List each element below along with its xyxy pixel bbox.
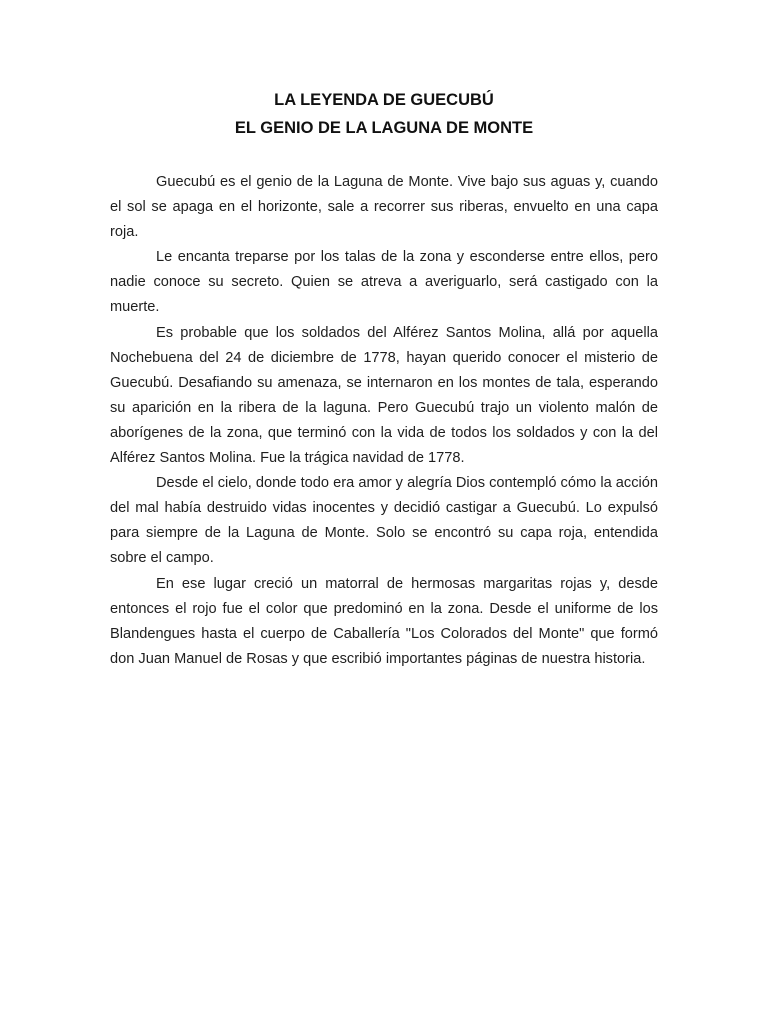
paragraph-2: Le encanta treparse por los talas de la zona y esconderse entre ellos, pero nadie conoce su secreto. Quien se atreva a averiguarlo, será castigado con la muerte. xyxy=(110,249,658,316)
document-title: LA LEYENDA DE GUECUBÚ xyxy=(274,91,494,109)
paragraph-5: En ese lugar creció un matorral de hermosas margaritas rojas y, desde entonces el rojo fue el color que predominó en la zona. Desde el uniforme de los Blandengues hasta el cuerpo de Caballería "Los Colorados del Monte" que formó don Juan Manuel de Rosas y que escribió importantes páginas de nuestra historia. xyxy=(110,575,658,667)
paragraph-3: Es probable que los soldados del Alférez Santos Molina, allá por aquella Nochebuena del 24 de diciembre de 1778, hayan querido conocer el misterio de Guecubú. Desafiando su amenaza, se internaron en los montes de tala, esperando su aparición en la ribera de la laguna. Pero Guecubú trajo un violento malón de aborígenes de la zona, que terminó con la vida de todos los soldados y con la del Alférez Santos Molina. Fue la trágica navidad de 1778. xyxy=(110,324,658,467)
document-body xyxy=(110,170,658,672)
paragraph-1: Guecubú es el genio de la Laguna de Monte. Vive bajo sus aguas y, cuando el sol se apaga en el horizonte, sale a recorrer sus riberas, envuelto en una capa roja. xyxy=(110,174,658,241)
title-block xyxy=(0,86,768,142)
paragraph-4: Desde el cielo, donde todo era amor y alegría Dios contempló cómo la acción del mal había destruido vidas inocentes y decidió castigar a Guecubú. Lo expulsó para siempre de la Laguna de Monte. Solo se encontró su capa roja, entendida sobre el campo. xyxy=(110,475,658,567)
document-subtitle: EL GENIO DE LA LAGUNA DE MONTE xyxy=(234,119,534,137)
